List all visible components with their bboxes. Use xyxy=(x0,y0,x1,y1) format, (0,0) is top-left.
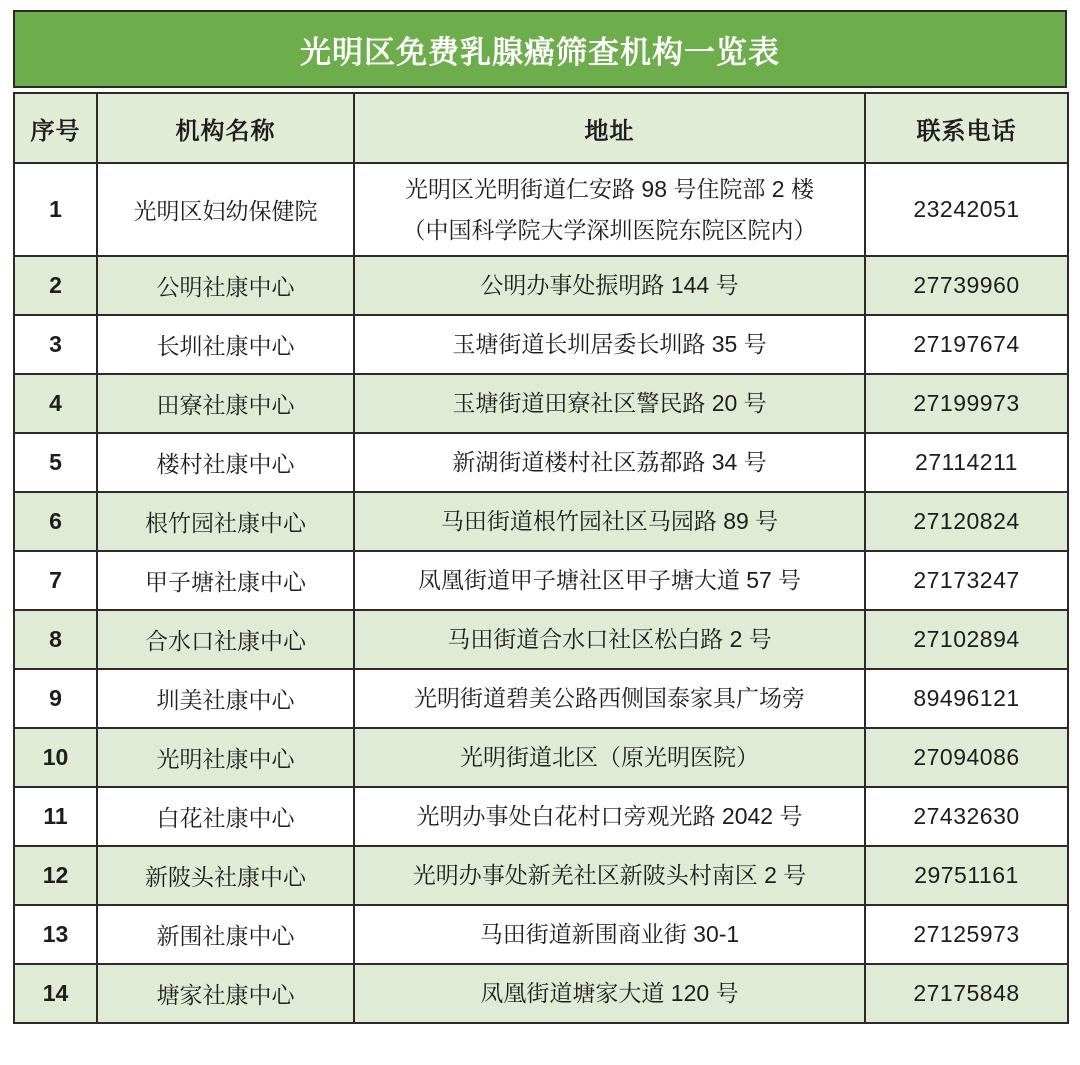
institution-name: 合水口社康中心 xyxy=(97,610,354,669)
address xyxy=(354,256,865,315)
address xyxy=(354,492,865,551)
table-row xyxy=(14,433,1068,492)
table-row xyxy=(14,315,1068,374)
table-title-bar xyxy=(13,10,1067,88)
address-line: 光明街道碧美公路西侧国泰家具广场旁 xyxy=(414,685,805,712)
phone: 89496121 xyxy=(865,669,1068,728)
row-number: 12 xyxy=(14,846,97,905)
address-line: 玉塘街道长圳居委长圳路 35 号 xyxy=(452,331,767,358)
header-address: 地址 xyxy=(354,93,865,163)
address xyxy=(354,905,865,964)
phone: 27094086 xyxy=(865,728,1068,787)
row-number: 4 xyxy=(14,374,97,433)
institution-name: 根竹园社康中心 xyxy=(97,492,354,551)
institution-name: 塘家社康中心 xyxy=(97,964,354,1023)
address xyxy=(354,787,865,846)
institution-name: 圳美社康中心 xyxy=(97,669,354,728)
row-number: 10 xyxy=(14,728,97,787)
screening-table-body xyxy=(14,163,1068,1023)
address-line: 公明办事处振明路 144 号 xyxy=(480,272,739,299)
phone: 27173247 xyxy=(865,551,1068,610)
address-line: 凤凰街道甲子塘社区甲子塘大道 57 号 xyxy=(417,567,802,594)
address-line: 光明办事处新羌社区新陂头村南区 2 号 xyxy=(412,862,807,889)
address xyxy=(354,964,865,1023)
phone: 27120824 xyxy=(865,492,1068,551)
address-line: 马田街道合水口社区松白路 2 号 xyxy=(447,626,772,653)
row-number: 2 xyxy=(14,256,97,315)
row-number: 11 xyxy=(14,787,97,846)
phone: 29751161 xyxy=(865,846,1068,905)
row-number: 3 xyxy=(14,315,97,374)
address-line: 玉塘街道田寮社区警民路 20 号 xyxy=(452,390,767,417)
address xyxy=(354,315,865,374)
table-row xyxy=(14,669,1068,728)
phone: 27199973 xyxy=(865,374,1068,433)
phone: 27102894 xyxy=(865,610,1068,669)
table-row xyxy=(14,551,1068,610)
phone: 27125973 xyxy=(865,905,1068,964)
table-row xyxy=(14,256,1068,315)
screening-table xyxy=(13,92,1069,1024)
header-row xyxy=(14,93,1068,163)
table-row xyxy=(14,163,1068,256)
phone: 27432630 xyxy=(865,787,1068,846)
header-no: 序号 xyxy=(14,93,97,163)
address-line: 光明办事处白花村口旁观光路 2042 号 xyxy=(416,803,803,830)
phone: 27197674 xyxy=(865,315,1068,374)
institution-name: 新陂头社康中心 xyxy=(97,846,354,905)
row-number: 9 xyxy=(14,669,97,728)
table-row xyxy=(14,964,1068,1023)
row-number: 6 xyxy=(14,492,97,551)
address-line: 光明区光明街道仁安路 98 号住院部 2 楼 xyxy=(405,176,814,203)
table-row xyxy=(14,787,1068,846)
row-number: 5 xyxy=(14,433,97,492)
table-title: 光明区免费乳腺癌筛查机构一览表 xyxy=(300,34,780,70)
phone: 27114211 xyxy=(865,433,1068,492)
address xyxy=(354,551,865,610)
phone: 27175848 xyxy=(865,964,1068,1023)
address xyxy=(354,846,865,905)
address xyxy=(354,433,865,492)
header-name: 机构名称 xyxy=(97,93,354,163)
institution-name: 长圳社康中心 xyxy=(97,315,354,374)
phone: 23242051 xyxy=(865,163,1068,256)
institution-name: 白花社康中心 xyxy=(97,787,354,846)
address xyxy=(354,728,865,787)
table-row xyxy=(14,846,1068,905)
row-number: 8 xyxy=(14,610,97,669)
institution-name: 田寮社康中心 xyxy=(97,374,354,433)
screening-table-header xyxy=(14,93,1068,163)
institution-name: 新围社康中心 xyxy=(97,905,354,964)
row-number: 1 xyxy=(14,163,97,256)
header-phone: 联系电话 xyxy=(865,93,1068,163)
institution-name: 楼村社康中心 xyxy=(97,433,354,492)
institution-name: 光明社康中心 xyxy=(97,728,354,787)
table-row xyxy=(14,610,1068,669)
row-number: 13 xyxy=(14,905,97,964)
address-line: 马田街道新围商业街 30-1 xyxy=(479,921,740,948)
table-row xyxy=(14,374,1068,433)
table-row xyxy=(14,905,1068,964)
address-line: 凤凰街道塘家大道 120 号 xyxy=(480,980,739,1007)
address-line: 马田街道根竹园社区马园路 89 号 xyxy=(440,508,779,535)
address xyxy=(354,610,865,669)
institution-name: 公明社康中心 xyxy=(97,256,354,315)
address-line: （中国科学院大学深圳医院东院区院内） xyxy=(402,216,817,243)
row-number: 7 xyxy=(14,551,97,610)
screening-table-wrapper xyxy=(13,10,1067,1024)
address xyxy=(354,669,865,728)
row-number: 14 xyxy=(14,964,97,1023)
address xyxy=(354,163,865,256)
institution-name: 光明区妇幼保健院 xyxy=(97,163,354,256)
address-line: 新湖街道楼村社区荔都路 34 号 xyxy=(452,449,767,476)
table-row xyxy=(14,492,1068,551)
address xyxy=(354,374,865,433)
institution-name: 甲子塘社康中心 xyxy=(97,551,354,610)
table-row xyxy=(14,728,1068,787)
phone: 27739960 xyxy=(865,256,1068,315)
address-line: 光明街道北区（原光明医院） xyxy=(460,744,759,771)
